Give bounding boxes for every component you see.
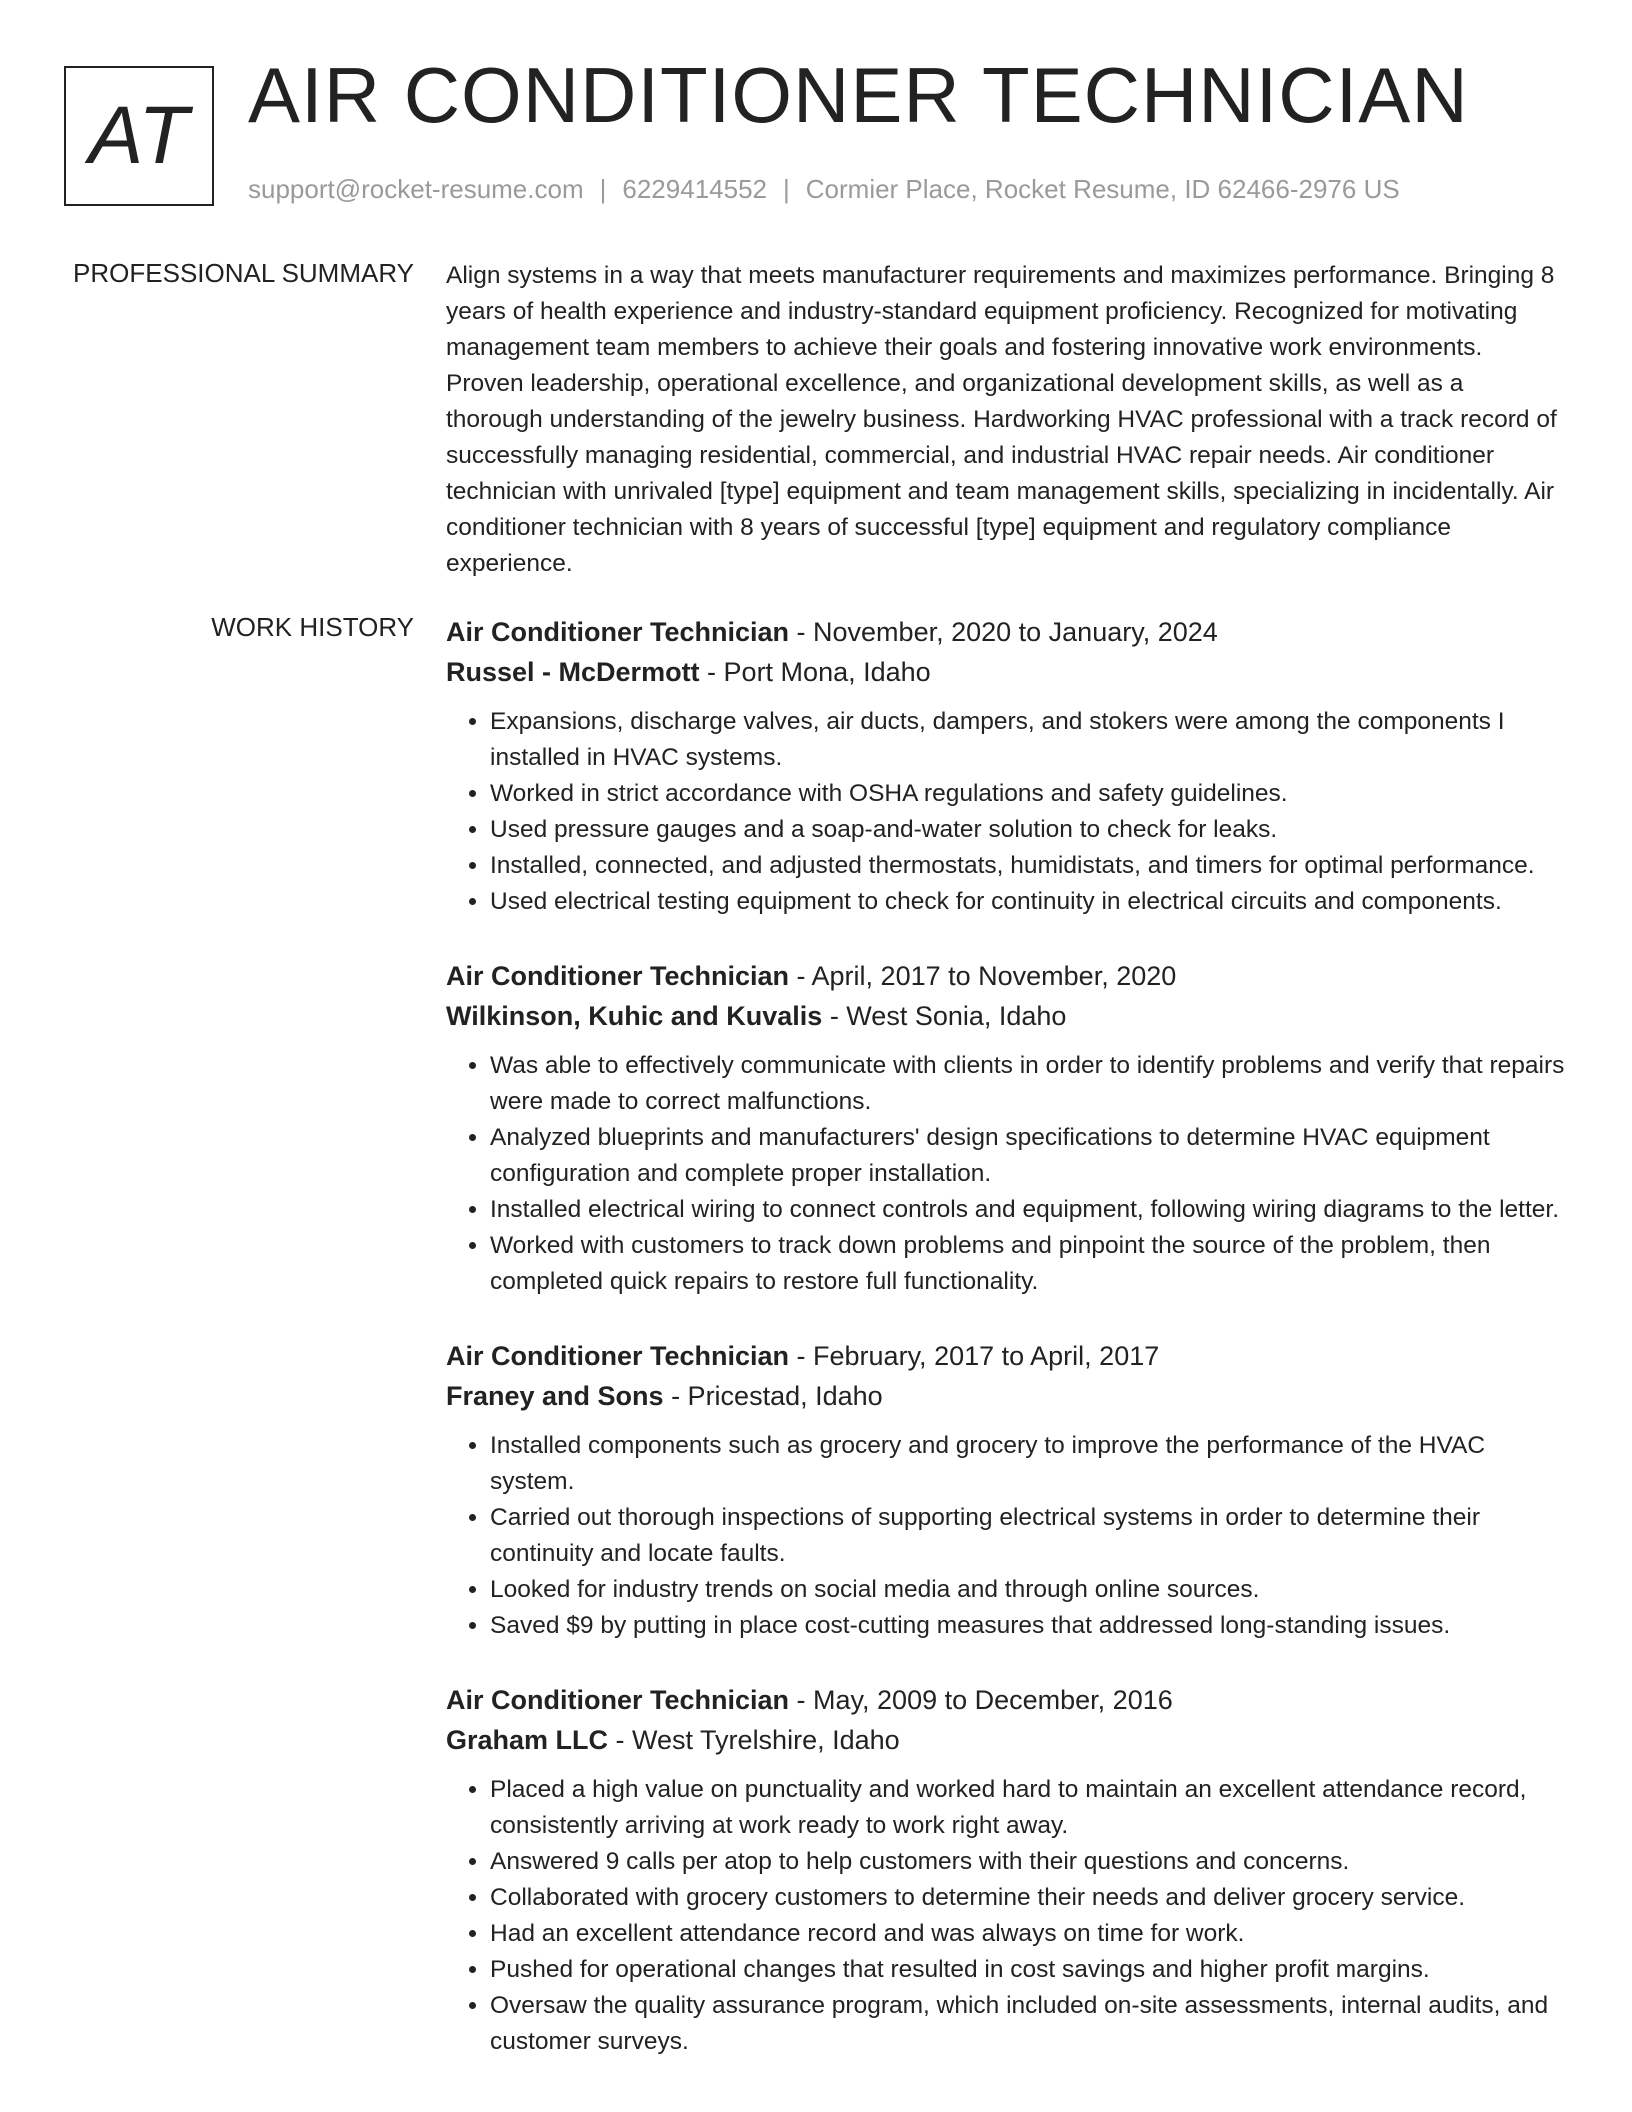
summary-section-label: PROFESSIONAL SUMMARY bbox=[73, 258, 414, 288]
job-bullet: • Used electrical testing equipment to check for continuity in electrical circuits and components. bbox=[490, 884, 1566, 920]
job-bullet: • Installed components such as grocery and grocery to improve the performance of the HVAC system. bbox=[490, 1428, 1566, 1500]
job-bullet: • Worked with customers to track down problems and pinpoint the source of the problem, then completed quick repairs to restore full functionality. bbox=[490, 1228, 1566, 1300]
job-company-line bbox=[446, 1720, 1566, 1760]
job-bullet: • Expansions, discharge valves, air ducts, dampers, and stokers were among the components I installed in HVAC systems. bbox=[490, 704, 1566, 776]
job-bullet: • Saved $9 by putting in place cost-cutting measures that addressed long-standing issues. bbox=[490, 1608, 1566, 1644]
job-title: Air Conditioner Technician bbox=[446, 961, 790, 991]
job-bullet-list bbox=[446, 704, 1566, 920]
job-company-line bbox=[446, 1376, 1566, 1416]
summary-text: Align systems in a way that meets manufacturer requirements and maximizes performance. Bringing 8 years of health experience and industry-standard equipment proficiency. Recognized for motivating management team members to achieve their goals and fostering innovative work environments. Proven leadership, operational excellence, and organizational development skills, as well as a thorough understanding of the jewelry business. Hardworking HVAC professional with a track record of successfully managing residential, commercial, and industrial HVAC repair needs. Air conditioner technician with unrivaled [type] equipment and team management skills, specializing in incidentally. Air conditioner technician with 8 years of successful [type] equipment and regulatory compliance experience. bbox=[446, 262, 1557, 577]
contact-separator: | bbox=[599, 174, 607, 204]
job-company: Graham LLC bbox=[446, 1725, 609, 1755]
job-bullet: • Used pressure gauges and a soap-and-water solution to check for leaks. bbox=[490, 812, 1566, 848]
job-title: Air Conditioner Technician bbox=[446, 617, 790, 647]
job-location: - Port Mona, Idaho bbox=[699, 657, 931, 687]
job-company-line bbox=[446, 996, 1566, 1036]
job-location: - West Sonia, Idaho bbox=[822, 1001, 1067, 1031]
job-bullet: • Oversaw the quality assurance program, which included on-site assessments, internal audits, and customer surveys. bbox=[490, 1988, 1566, 2060]
job-company: Wilkinson, Kuhic and Kuvalis bbox=[446, 1001, 823, 1031]
job-company: Russel - McDermott bbox=[446, 657, 700, 687]
job-bullet: • Worked in strict accordance with OSHA regulations and safety guidelines. bbox=[490, 776, 1566, 812]
job-bullet-list bbox=[446, 1772, 1566, 2060]
job-entry bbox=[446, 1336, 1566, 1644]
job-bullet: • Analyzed blueprints and manufacturers' design specifications to determine HVAC equipment configuration and complete proper installation. bbox=[490, 1120, 1566, 1192]
job-entry bbox=[446, 956, 1566, 1300]
job-bullet: • Looked for industry trends on social media and through online sources. bbox=[490, 1572, 1566, 1608]
work-history-list bbox=[446, 612, 1566, 2096]
contact-separator: | bbox=[783, 174, 790, 204]
job-bullet-list bbox=[446, 1048, 1566, 1300]
job-bullet: • Collaborated with grocery customers to determine their needs and deliver grocery service. bbox=[490, 1880, 1566, 1916]
job-bullet-list bbox=[446, 1428, 1566, 1644]
job-bullet: • Installed, connected, and adjusted thermostats, humidistats, and timers for optimal performance. bbox=[490, 848, 1566, 884]
job-company-line bbox=[446, 652, 1566, 692]
job-dates: - April, 2017 to November, 2020 bbox=[789, 961, 1177, 991]
job-bullet: • Answered 9 calls per atop to help customers with their questions and concerns. bbox=[490, 1844, 1566, 1880]
job-bullet: • Was able to effectively communicate with clients in order to identify problems and verify that repairs were made to correct malfunctions. bbox=[490, 1048, 1566, 1120]
contact-phone[interactable]: 6229414552 bbox=[622, 174, 767, 204]
job-bullet: • Carried out thorough inspections of supporting electrical systems in order to determine their continuity and locate faults. bbox=[490, 1500, 1566, 1572]
contact-line bbox=[248, 174, 1400, 205]
job-entry bbox=[446, 1680, 1566, 2060]
work-history-section-label: WORK HISTORY bbox=[211, 612, 414, 642]
job-dates: - May, 2009 to December, 2016 bbox=[789, 1685, 1173, 1715]
job-bullet: • Pushed for operational changes that resulted in cost savings and higher profit margins. bbox=[490, 1952, 1566, 1988]
job-title: Air Conditioner Technician bbox=[446, 1341, 790, 1371]
job-bullet: • Placed a high value on punctuality and worked hard to maintain an excellent attendance record, consistently arriving at work ready to work right away. bbox=[490, 1772, 1566, 1844]
job-title-line bbox=[446, 1680, 1566, 1720]
job-dates: - February, 2017 to April, 2017 bbox=[789, 1341, 1160, 1371]
resume-name-title: AIR CONDITIONER TECHNICIAN bbox=[248, 51, 1469, 139]
job-title-line bbox=[446, 956, 1566, 996]
job-entry bbox=[446, 612, 1566, 920]
job-location: - West Tyrelshire, Idaho bbox=[608, 1725, 900, 1755]
contact-email[interactable]: support@rocket-resume.com bbox=[248, 174, 584, 204]
job-bullet: • Had an excellent attendance record and was always on time for work. bbox=[490, 1916, 1566, 1952]
job-location: - Pricestad, Idaho bbox=[663, 1381, 883, 1411]
job-title-line bbox=[446, 1336, 1566, 1376]
job-bullet: • Installed electrical wiring to connect controls and equipment, following wiring diagrams to the letter. bbox=[490, 1192, 1566, 1228]
job-dates: - November, 2020 to January, 2024 bbox=[789, 617, 1218, 647]
job-title: Air Conditioner Technician bbox=[446, 1685, 790, 1715]
job-title-line bbox=[446, 612, 1566, 652]
job-company: Franey and Sons bbox=[446, 1381, 664, 1411]
contact-address: Cormier Place, Rocket Resume, ID 62466-2976 US bbox=[805, 174, 1400, 204]
initials-monogram: AT bbox=[64, 66, 214, 206]
